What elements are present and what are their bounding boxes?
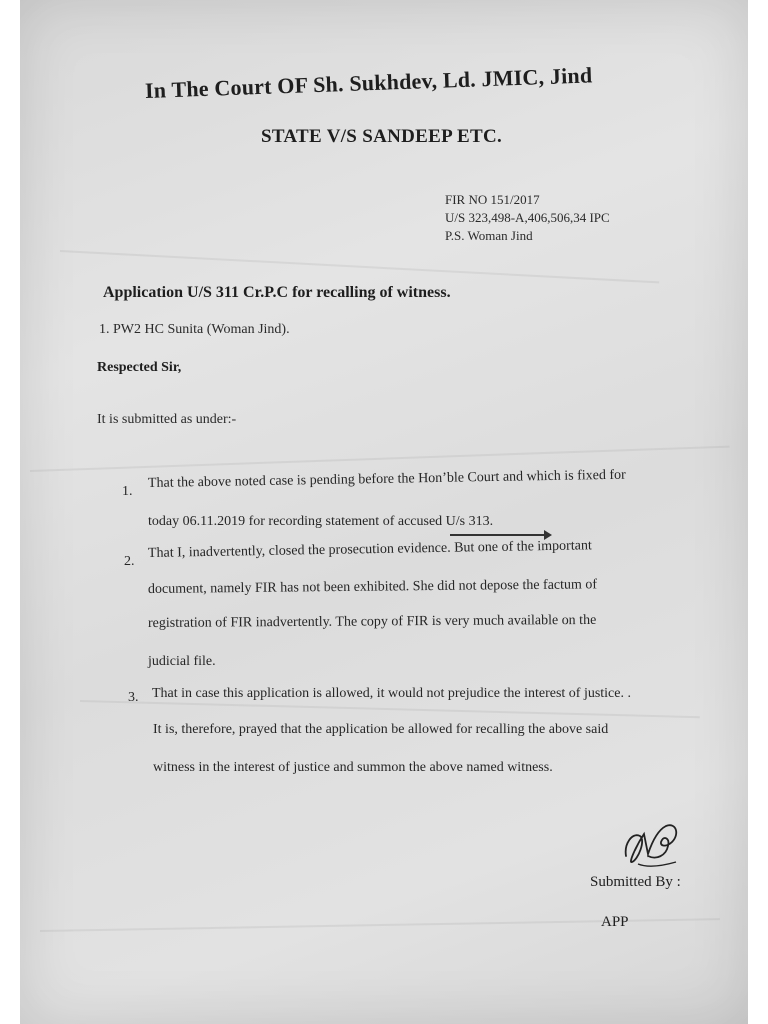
intro-line: It is submitted as under:- <box>97 412 237 427</box>
fir-number: FIR NO 151/2017 <box>445 192 540 207</box>
prayer-line-1: It is, therefore, prayed that the application be allowed for recalling the above said <box>153 722 609 737</box>
prayer-line-2: witness in the interest of justice and summon the above named witness. <box>153 760 553 775</box>
point-2-line-4: judicial file. <box>148 654 216 669</box>
case-title: STATE V/S SANDEEP ETC. <box>261 126 503 147</box>
point-2-line-1: That I, inadvertently, closed the prosecution evidence. But one of the important <box>147 538 592 561</box>
point-number: 2. <box>124 554 135 569</box>
witness-line: 1. PW2 HC Sunita (Woman Jind). <box>99 322 290 337</box>
salutation: Respected Sir, <box>97 360 182 375</box>
police-station: P.S. Woman Jind <box>445 228 533 243</box>
submitted-by-label: Submitted By : <box>590 874 681 890</box>
point-number: 3. <box>128 690 139 705</box>
point-1-line-1: That the above noted case is pending before the Hon’ble Court and which is fixed for <box>147 467 626 491</box>
point-1-line-2: today 06.11.2019 for recording statement of accused U/s 313. <box>148 514 494 529</box>
point-number: 1. <box>122 484 133 499</box>
point-2-line-2: document, namely FIR has not been exhibited. She did not depose the factum of <box>147 577 598 597</box>
underline-arrow-mark <box>450 534 550 536</box>
fir-sections: U/S 323,498-A,406,506,34 IPC <box>445 210 610 225</box>
application-title: Application U/S 311 Cr.P.C for recalling of witness. <box>103 284 451 301</box>
court-heading: In The Court OF Sh. Sukhdev, Ld. JMIC, Jind <box>144 62 593 103</box>
signature-mark <box>618 816 688 876</box>
designation-label: APP <box>601 914 629 930</box>
point-3-line-1: That in case this application is allowed, it would not prejudice the interest of justice. . <box>152 686 631 701</box>
point-2-line-3: registration of FIR inadvertently. The copy of FIR is very much available on the <box>147 612 597 631</box>
